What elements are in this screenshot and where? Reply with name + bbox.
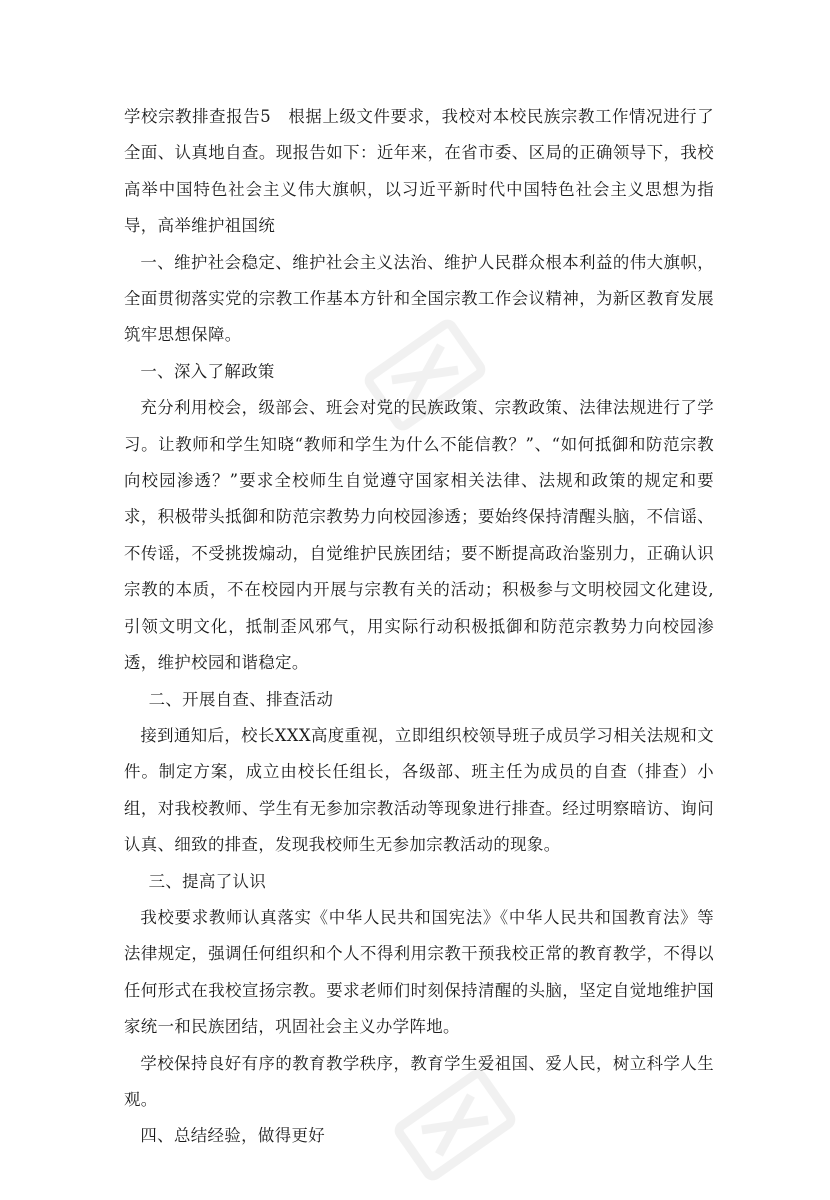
inspection-paragraph: 接到通知后，校长XXX高度重视，立即组织校领导班子成员学习相关法规和文件。制定方案，成立由校长任组长，各级部、班主任为成员的自查（排查）小组，对我校教师、学生有无参加宗教活动等现象进行排查。经过明察暗访、询问认真、细致的排查，发现我校师生无参加宗教活动的现象。 bbox=[124, 725, 714, 855]
section-heading-policy: 一、深入了解政策 bbox=[140, 361, 275, 381]
awareness-paragraph: 我校要求教师认真落实《中华人民共和国宪法》《中华人民共和国教育法》等法律规定，强调任何组织和个人不得利用宗教干预我校正常的教育教学，不得以任何形式在我校宣扬宗教。要求老师们时刻保持清醒的头脑，坚定自觉地维护国家统一和民族团结，巩固社会主义办学阵地。 bbox=[124, 907, 714, 1037]
document-body bbox=[124, 99, 714, 1155]
order-paragraph: 学校保持良好有序的教育教学秩序，教育学生爱祖国、爱人民，树立科学人生观。 bbox=[124, 1053, 714, 1109]
section-heading-awareness: 三、提高了认识 bbox=[148, 871, 267, 891]
section-heading-inspection: 二、开展自查、排查活动 bbox=[148, 689, 334, 709]
intro-paragraph: 学校宗教排查报告5 根据上级文件要求，我校对本校民族宗教工作情况进行了全面、认真地自查。现报告如下：近年来，在省市委、区局的正确领导下，我校高举中国特色社会主义伟大旗帜，以习近平新时代中国特色社会主义思想为指导，高举维护祖国统 bbox=[124, 107, 714, 236]
section-paragraph-stability: 一、维护社会稳定、维护社会主义法治、维护人民群众根本利益的伟大旗帜，全面贯彻落实党的宗教工作基本方针和全国宗教工作会议精神，为新区教育发展筑牢思想保障。 bbox=[124, 252, 714, 345]
section-heading-summary: 四、总结经验，做得更好 bbox=[140, 1126, 326, 1146]
policy-paragraph: 充分利用校会，级部会、班会对党的民族政策、宗教政策、法律法规进行了学习。让教师和学生知晓“教师和学生为什么不能信教？”、“如何抵御和防范宗教向校园渗透？”要求全校师生自觉遵守国家相关法律、法规和政策的规定和要求，积极带头抵御和防范宗教势力向校园渗透；要始终保持清醒头脑，不信谣、不传谣，不受挑拨煽动，自觉维护民族团结；要不断提高政治鉴别力，正确认识宗教的本质，不在校园内开展与宗教有关的活动；积极参与文明校园文化建设,引领文明文化，抵制歪风邪气，用实际行动积极抵御和防范宗教势力向校园渗透，维护校园和谐稳定。 bbox=[124, 398, 714, 673]
